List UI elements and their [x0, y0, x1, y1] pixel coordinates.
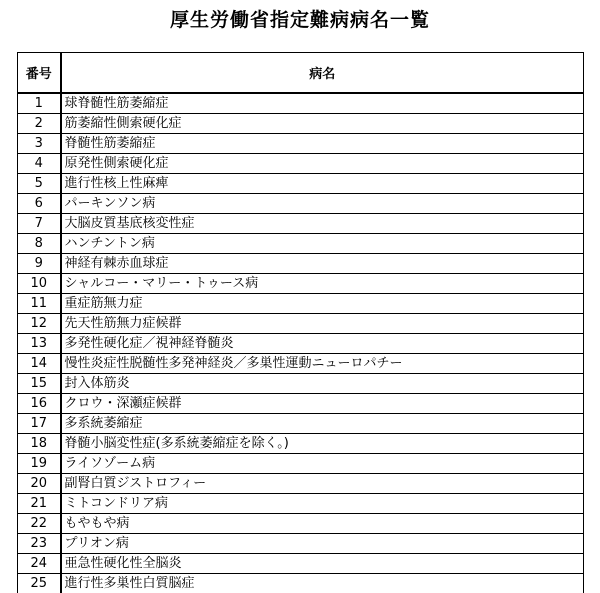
disease-name: 慢性炎症性脱髄性多発神経炎／多巣性運動ニューロパチー	[61, 354, 584, 374]
disease-name: 大脳皮質基底核変性症	[61, 214, 584, 234]
row-number: 6	[18, 194, 61, 214]
disease-name: 進行性多巣性白質脳症	[61, 574, 584, 593]
disease-name: ライソゾーム病	[61, 454, 584, 474]
disease-name: 筋萎縮性側索硬化症	[61, 114, 584, 134]
table-row	[18, 374, 584, 394]
row-number: 12	[18, 314, 61, 334]
row-number: 14	[18, 354, 61, 374]
table-row	[18, 474, 584, 494]
column-header-number: 番号	[18, 53, 61, 94]
disease-name: 重症筋無力症	[61, 294, 584, 314]
disease-name: 脊髄性筋萎縮症	[61, 134, 584, 154]
disease-name: 多系統萎縮症	[61, 414, 584, 434]
row-number: 8	[18, 234, 61, 254]
table-row	[18, 414, 584, 434]
table-row	[18, 454, 584, 474]
table-row	[18, 334, 584, 354]
page-title: 厚生労働省指定難病病名一覧	[0, 6, 600, 34]
disease-name: 進行性核上性麻痺	[61, 174, 584, 194]
row-number: 7	[18, 214, 61, 234]
disease-name: 多発性硬化症／視神経脊髄炎	[61, 334, 584, 354]
table-row	[18, 574, 584, 593]
table-row	[18, 154, 584, 174]
row-number: 1	[18, 93, 61, 114]
table-row	[18, 434, 584, 454]
table-row	[18, 354, 584, 374]
row-number: 19	[18, 454, 61, 474]
row-number: 25	[18, 574, 61, 593]
table-row	[18, 234, 584, 254]
disease-name: 神経有棘赤血球症	[61, 254, 584, 274]
row-number: 3	[18, 134, 61, 154]
table-row	[18, 274, 584, 294]
row-number: 2	[18, 114, 61, 134]
disease-name: クロウ・深瀬症候群	[61, 394, 584, 414]
column-header-name: 病名	[61, 53, 584, 94]
disease-name: プリオン病	[61, 534, 584, 554]
disease-name: ハンチントン病	[61, 234, 584, 254]
table-row	[18, 294, 584, 314]
row-number: 22	[18, 514, 61, 534]
row-number: 18	[18, 434, 61, 454]
row-number: 5	[18, 174, 61, 194]
row-number: 4	[18, 154, 61, 174]
disease-name: 原発性側索硬化症	[61, 154, 584, 174]
table-row	[18, 494, 584, 514]
table-row	[18, 554, 584, 574]
row-number: 24	[18, 554, 61, 574]
disease-table	[17, 52, 584, 593]
disease-name: 亜急性硬化性全脳炎	[61, 554, 584, 574]
row-number: 23	[18, 534, 61, 554]
disease-name: 封入体筋炎	[61, 374, 584, 394]
row-number: 11	[18, 294, 61, 314]
table-row	[18, 134, 584, 154]
table-header-row	[18, 53, 584, 94]
table-row	[18, 314, 584, 334]
table-row	[18, 114, 584, 134]
table-row	[18, 394, 584, 414]
table-row	[18, 254, 584, 274]
table-row	[18, 194, 584, 214]
row-number: 13	[18, 334, 61, 354]
disease-name: ミトコンドリア病	[61, 494, 584, 514]
row-number: 21	[18, 494, 61, 514]
disease-name: もやもや病	[61, 514, 584, 534]
table-row	[18, 514, 584, 534]
table-row	[18, 93, 584, 114]
disease-name: 球脊髄性筋萎縮症	[61, 93, 584, 114]
table-row	[18, 214, 584, 234]
row-number: 16	[18, 394, 61, 414]
row-number: 10	[18, 274, 61, 294]
table-row	[18, 174, 584, 194]
row-number: 17	[18, 414, 61, 434]
disease-name: 先天性筋無力症候群	[61, 314, 584, 334]
disease-name: 脊髄小脳変性症(多系統萎縮症を除く。)	[61, 434, 584, 454]
disease-name: 副腎白質ジストロフィー	[61, 474, 584, 494]
row-number: 9	[18, 254, 61, 274]
row-number: 20	[18, 474, 61, 494]
row-number: 15	[18, 374, 61, 394]
table-row	[18, 534, 584, 554]
disease-name: パーキンソン病	[61, 194, 584, 214]
disease-name: シャルコー・マリー・トゥース病	[61, 274, 584, 294]
